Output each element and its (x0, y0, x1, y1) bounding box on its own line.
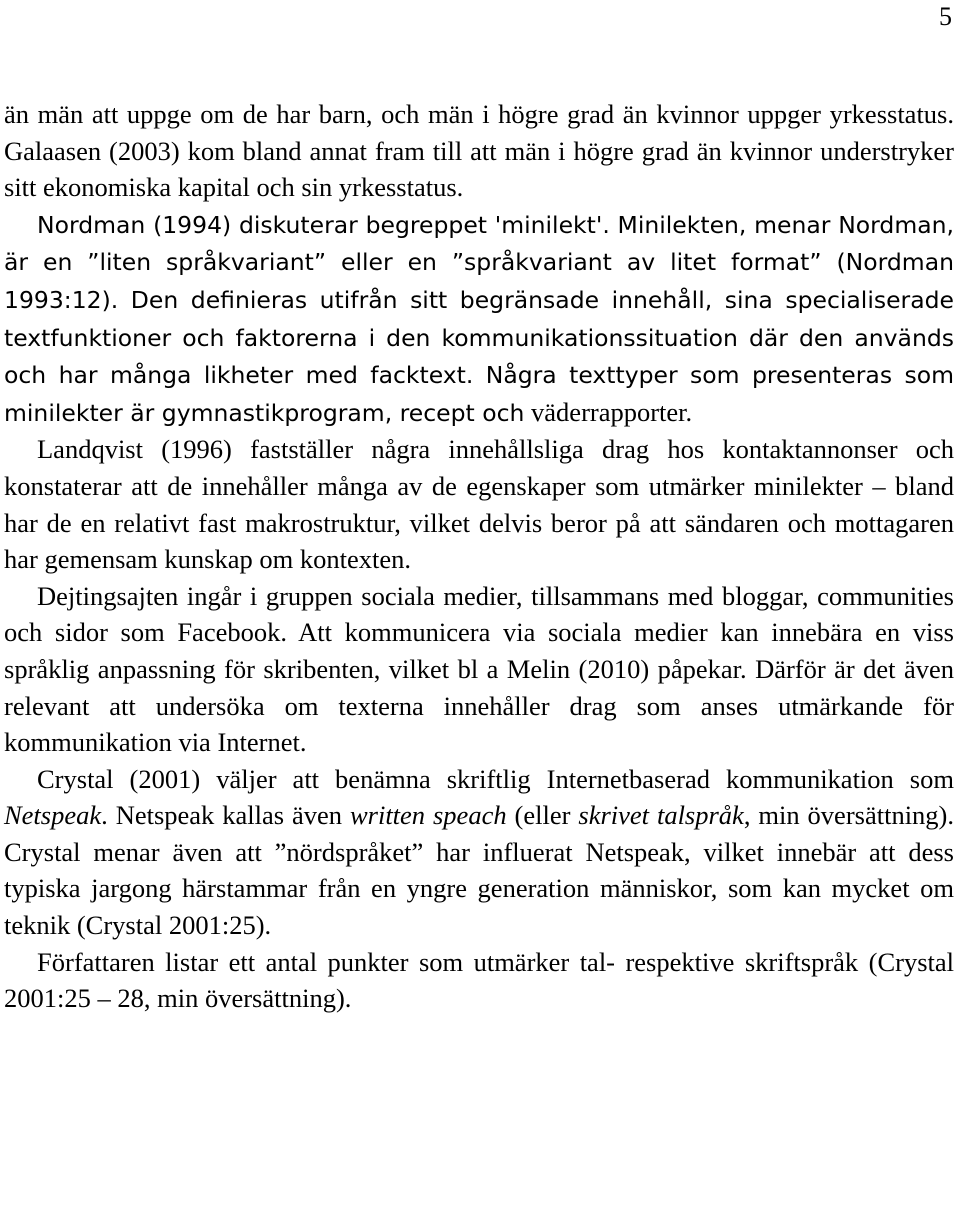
page-number: 5 (939, 2, 952, 31)
term-written-speach: written speach (349, 800, 507, 831)
paragraph-5-part-4: , min översättning). Crystal menar även att ”nördspråket” har influerat Netspeak, vilket innebär att dess typiska jargong härstammar från en yngre generation människor, som kan mycket om teknik (Crystal 2001:25). (4, 800, 955, 941)
paragraph-2-end: väderrapporter. (524, 396, 693, 427)
paragraph-4: Dejtingsajten ingår i gruppen sociala medier, tillsammans med bloggar, communities och sidor som Facebook. Att kommunicera via sociala medier kan innebära en viss språklig anpassning för skribenten, vilket bl a Melin (2010) påpekar. Därför är det även relevant att undersöka om texterna innehåller drag som anses utmärkande för kommunikation via Internet. (4, 580, 954, 758)
paragraph-3: Landqvist (1996) fastställer några innehållsliga drag hos kontaktannonser och konstaterar att de innehåller många av de egenskaper som utmärker minilekter – bland har de en relativt fast makrostruktur, vilket delvis beror på att sändaren och mottagaren har gemensam kunskap om kontexten. (4, 434, 954, 575)
paragraph-5-part-2: . Netspeak kallas även (101, 800, 350, 831)
term-skrivet-talsprak: skrivet talspråk (578, 800, 744, 831)
paragraph-5-part-1: Crystal (2001) väljer att benämna skriftlig Internetbaserad kommunikation som (37, 763, 954, 794)
paragraph-2-main: Nordman (1994) diskuterar begreppet 'minilekt'. Minilekten, menar Nordman, är en ”liten språkvariant” eller en ”språkvariant av litet format” (Nordman 1993:12). Den definieras utifrån sitt begränsade innehåll, sina specialiserade textfunktioner och faktorerna i den kommunikationssituation där den används och har många likheter med facktext. Några texttyper som presenteras som minilekter är gymnastikprogram, recept och (4, 210, 954, 427)
document-body (4, 96, 954, 1017)
paragraph-2 (4, 206, 954, 432)
paragraph-1: än män att uppge om de har barn, och män i högre grad än kvinnor uppger yrkesstatus. Galaasen (2003) kom bland annat fram till att män i högre grad än kvinnor understryker sitt ekonomiska kapital och sin yrkesstatus. (4, 99, 954, 203)
term-netspeak: Netspeak (4, 800, 102, 831)
paragraph-6: Författaren listar ett antal punkter som utmärker tal- respektive skriftspråk (Crystal 2001:25 – 28, min översättning). (4, 946, 954, 1014)
paragraph-5-part-3: (eller (506, 800, 579, 831)
paragraph-5 (4, 761, 954, 944)
